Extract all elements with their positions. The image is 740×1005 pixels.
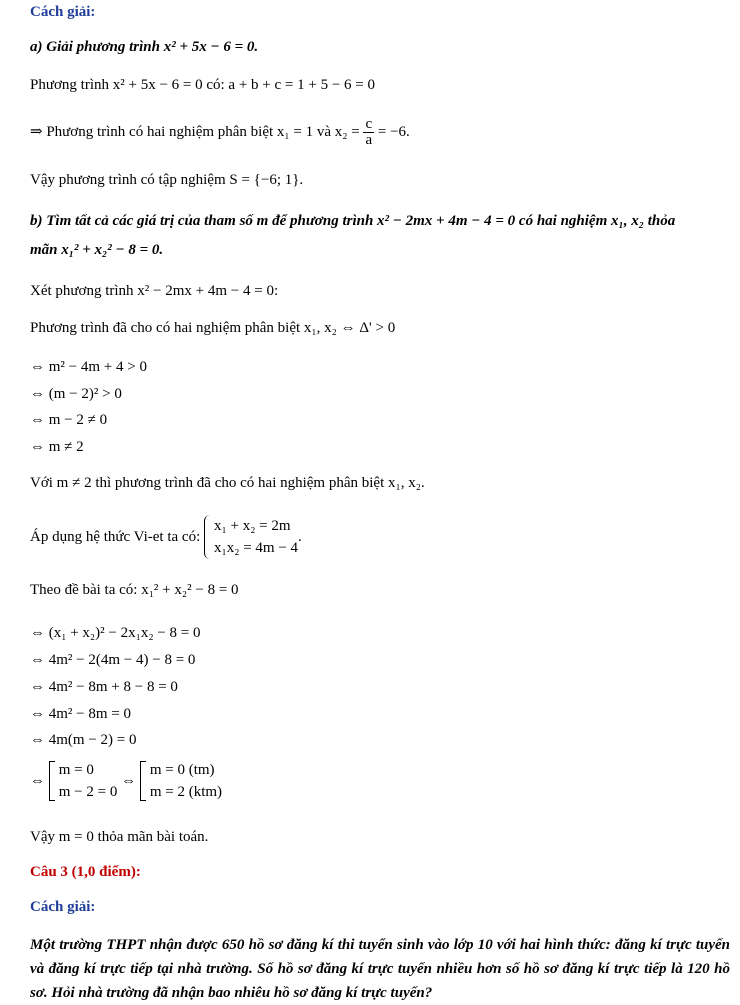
fraction-c-over-a (363, 117, 374, 148)
step1-line: ⇔ (m − 2)² > 0 (30, 386, 122, 402)
part-a-line2-prefix: ⇒ Phương trình có hai nghiệm phân biệt x₁ = 1 và x₂ = (30, 124, 360, 140)
part-b-condition: Phương trình đã cho có hai nghiệm phân biệt x₁, x₂ ⇔ Δ' > 0 (30, 320, 396, 336)
step2-line: ⇔ 4m(m − 2) = 0 (30, 732, 137, 748)
part-a-line2-suffix: = −6. (377, 124, 410, 140)
question3-text: Một trường THPT nhận được 650 hồ sơ đăng kí thi tuyển sinh vào lớp 10 với hai hình thức: đăng kí trực tuyến và đăng kí trực tiếp tại nhà trường. Số hồ sơ đăng kí trực tuyến nhiều hơn số hồ sơ đăng kí trực tiếp là 120 hồ sơ. Hỏi nhà trường đã nhận bao nhiêu hồ sơ đăng kí trực tuyến? (30, 937, 730, 1001)
vieta-block: Áp dụng hệ thức Vi-et ta có: x₁ + x₂ = 2m x₁x₂ = 4m − 4 . (30, 515, 302, 559)
conclusion-line: Vậy m = 0 thỏa mãn bài toán. (30, 829, 209, 845)
part-a-title: a) Giải phương trình x² + 5x − 6 = 0. (30, 39, 259, 55)
part-b-title-line1: b) Tìm tất cả các giá trị của tham số m để phương trình x² − 2mx + 4m − 4 = 0 có hai nghiệm x₁, x₂ thỏa (30, 213, 676, 229)
case-left-row: m = 0 (58, 762, 94, 778)
solution-heading: Cách giải: (30, 4, 96, 20)
case-right (140, 759, 222, 803)
case-right-row: m = 0 (tm) (149, 762, 215, 778)
fraction-numerator: c (365, 116, 373, 133)
solution-heading-2: Cách giải: (30, 899, 96, 915)
bracket-icon (140, 761, 146, 801)
case-left-row: m − 2 = 0 (58, 784, 118, 800)
step2-line: ⇔ 4m² − 2(4m − 4) − 8 = 0 (30, 652, 196, 668)
step1-line: ⇔ m ≠ 2 (30, 439, 84, 455)
iff-symbol: ⇔ (121, 773, 137, 789)
with-m-line: Với m ≠ 2 thì phương trình đã cho có hai nghiệm phân biệt x₁, x₂. (30, 475, 425, 491)
fraction-denominator: a (365, 132, 373, 149)
case-block (30, 759, 222, 803)
vieta-row: x₁ + x₂ = 2m (214, 518, 291, 534)
theo-de-line: Theo đề bài ta có: x₁² + x₂² − 8 = 0 (30, 582, 239, 598)
part-a-line2 (30, 114, 410, 150)
part-a-line3: Vậy phương trình có tập nghiệm S = {−6; 1}. (30, 172, 304, 188)
vieta-system (204, 515, 298, 559)
step2-line: ⇔ 4m² − 8m + 8 − 8 = 0 (30, 679, 178, 695)
case-right-row: m = 2 (ktm) (149, 784, 223, 800)
iff-symbol: ⇔ (30, 773, 45, 789)
step2-line: ⇔ (x₁ + x₂)² − 2x₁x₂ − 8 = 0 (30, 625, 201, 641)
step1-line: ⇔ m² − 4m + 4 > 0 (30, 359, 147, 375)
part-b-title-line2: mãn x₁² + x₂² − 8 = 0. (30, 242, 164, 258)
vieta-label: Áp dụng hệ thức Vi-et ta có: (30, 529, 201, 545)
bracket-icon (49, 761, 55, 801)
question3-title: Câu 3 (1,0 điểm): (30, 864, 141, 880)
brace-icon (204, 515, 211, 559)
step2-line: ⇔ 4m² − 8m = 0 (30, 706, 132, 722)
vieta-row: x₁x₂ = 4m − 4 (214, 540, 299, 556)
step1-line: ⇔ m − 2 ≠ 0 (30, 412, 108, 428)
part-a-line1: Phương trình x² + 5x − 6 = 0 có: a + b + c = 1 + 5 − 6 = 0 (30, 77, 376, 93)
part-b-consider: Xét phương trình x² − 2mx + 4m − 4 = 0: (30, 283, 279, 299)
case-left (49, 759, 118, 803)
